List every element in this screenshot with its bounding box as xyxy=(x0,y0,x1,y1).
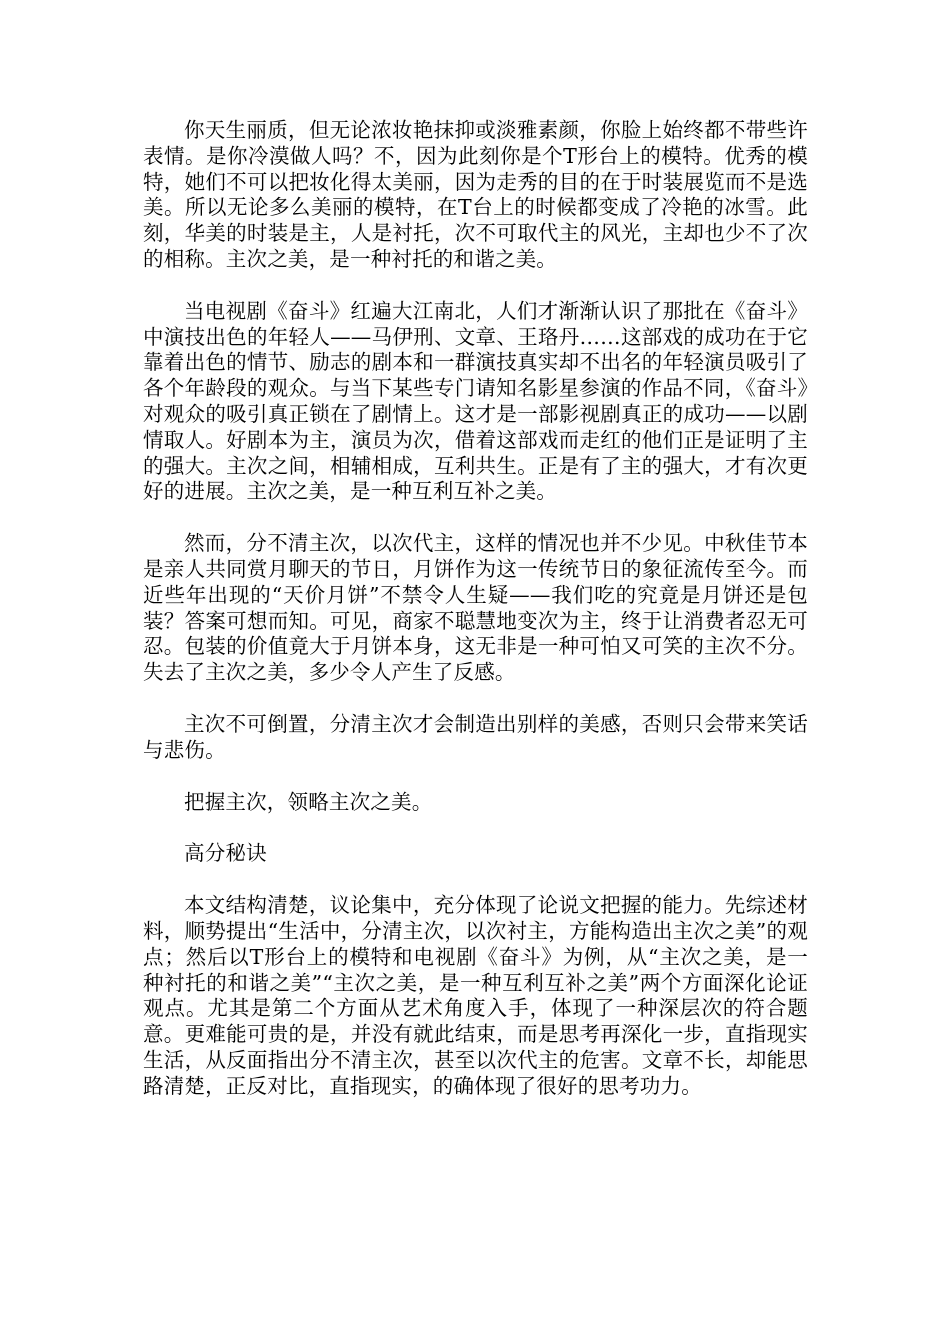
paragraph-model-example: 你天生丽质，但无论浓妆艳抹抑或淡雅素颜，你脸上始终都不带些许表情。是你冷漠做人吗？不，因为此刻你是个T形台上的模特。优秀的模特，她们不可以把妆化得太美丽，因为走秀的目的在于时装展览而不是选美。所以无论多么美丽的模特，在T台上的时候都变成了冷艳的冰雪。此刻，华美的时装是主，人是衬托，次不可取代主的风光，主却也少不了次的相称。主次之美，是一种衬托的和谐之美。 xyxy=(143,118,808,271)
document-body xyxy=(143,118,808,1126)
paragraph-conclusion: 主次不可倒置，分清主次才会制造出别样的美感，否则只会带来笑话与悲伤。 xyxy=(143,711,808,762)
paragraph-drama-example: 当电视剧《奋斗》红遍大江南北，人们才渐渐认识了那批在《奋斗》中演技出色的年轻人——马伊刑、文章、王珞丹……这部戏的成功在于它靠着出色的情节、励志的剧本和一群演技真实却不出名的年轻演员吸引了各个年龄段的观众。与当下某些专门请知名影星参演的作品不同，《奋斗》对观众的吸引真正锁在了剧情上。这才是一部影视剧真正的成功——以剧情取人。好剧本为主，演员为次，借着这部戏而走红的他们正是证明了主的强大。主次之间，相辅相成，互利共生。正是有了主的强大，才有次更好的进展。主次之美，是一种互利互补之美。 xyxy=(143,298,808,504)
section-heading-tips: 高分秘诀 xyxy=(184,841,267,866)
paragraph-closing-line: 把握主次，领略主次之美。 xyxy=(184,789,433,814)
paragraph-mooncake-example: 然而，分不清主次，以次代主，这样的情况也并不少见。中秋佳节本是亲人共同赏月聊天的节日，月饼作为这一传统节日的象征流传至今。而近些年出现的“天价月饼”不禁令人生疑——我们吃的究竟是月饼还是包装？答案可想而知。可见，商家不聪慧地变次为主，终于让消费者忍无可忍。包装的价值竟大于月饼本身，这无非是一种可怕又可笑的主次不分。失去了主次之美，多少令人产生了反感。 xyxy=(143,531,808,685)
paragraph-commentary: 本文结构清楚，议论集中，充分体现了论说文把握的能力。先综述材料，顺势提出“生活中，分清主次，以次衬主，方能构造出主次之美”的观点；然后以T形台上的模特和电视剧《奋斗》为例，从“主次之美，是一种衬托的和谐之美”“主次之美，是一种互利互补之美”两个方面深化论证观点。尤其是第二个方面从艺术角度入手，体现了一种深层次的符合题意。更难能可贵的是，并没有就此结束，而是思考再深化一步，直指现实生活，从反面指出分不清主次，甚至以次代主的危害。文章不长，却能思路清楚，正反对比，直指现实，的确体现了很好的思考功力。 xyxy=(143,893,808,1098)
